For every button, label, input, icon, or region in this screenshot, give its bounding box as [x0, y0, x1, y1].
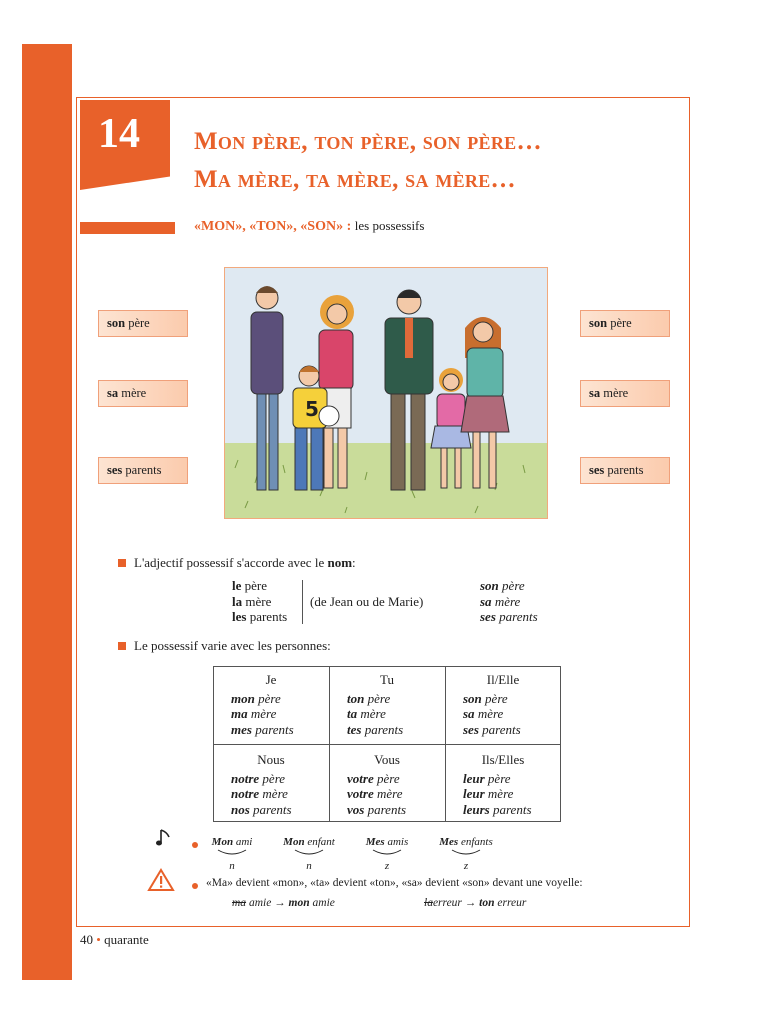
possessive-row: sa mère — [480, 593, 521, 609]
table-cell-vous: Vous votre père votre mère vos parents — [329, 752, 445, 817]
page-footer — [80, 932, 149, 948]
label-text: parents — [604, 463, 644, 477]
liaison-mon-ami: Mon ami n — [204, 836, 260, 872]
label-right-ses-parents — [580, 457, 670, 484]
articles-column — [232, 578, 287, 625]
label-bold: son — [107, 316, 126, 330]
liaison-arc-icon — [212, 849, 252, 857]
cell-head: Vous — [374, 752, 400, 767]
family-illustration — [224, 267, 548, 519]
family-picture — [225, 268, 548, 519]
cell-head: Nous — [257, 752, 285, 767]
label-left-son-pere — [98, 310, 188, 337]
title-line-2: Ma mère, ta mère, sa mère… — [194, 166, 516, 193]
bullet-square — [118, 559, 126, 567]
subtitle-emphasis: «MON», «TON», «SON» : — [194, 219, 352, 234]
table-divider — [213, 744, 561, 745]
arrow-right-icon: → — [464, 897, 477, 909]
subtitle — [194, 218, 424, 235]
music-note-icon — [156, 828, 172, 853]
title-line-1: Mon père, ton père, son père… — [194, 128, 542, 155]
owner-note: (de Jean ou de Marie) — [310, 594, 424, 609]
bullet-square — [118, 642, 126, 650]
possessive-row: son père — [480, 578, 525, 593]
cell-head: Je — [265, 672, 277, 687]
subtitle-rest: les possessifs — [354, 218, 425, 233]
rule-agreement — [134, 555, 356, 571]
rule-persons: Le possessif varie avec les personnes: — [134, 638, 331, 653]
cell-head: Ils/Elles — [481, 752, 525, 767]
warning-icon — [147, 868, 175, 897]
liaison-mes-enfants: Mes enfants z — [432, 836, 500, 872]
liaison-mon-enfant: Mon enfant n — [276, 836, 342, 872]
label-text: mère — [600, 386, 629, 400]
label-text: père — [125, 316, 150, 330]
page-number: 40 — [80, 932, 93, 947]
label-bold: sa — [107, 386, 119, 400]
liaison-arc-icon — [446, 849, 486, 857]
liaison-mark: z — [463, 860, 469, 872]
liaison-mark: n — [229, 860, 235, 872]
struck-word: ma — [232, 897, 247, 909]
label-text: mère — [118, 386, 147, 400]
lesson-number: 14 — [98, 111, 140, 157]
footer-bullet: • — [96, 932, 101, 947]
table-cell-tu: Tu ton père ta mère tes parents — [329, 672, 445, 737]
liaison-mes-amis: Mes amis z — [358, 836, 416, 872]
struck-word: la — [424, 897, 433, 909]
label-left-ses-parents — [98, 457, 188, 484]
table-cell-il-elle: Il/Elle son père sa mère ses parents — [445, 672, 561, 737]
warning-text: «Ma» devient «mon», «ta» devient «ton», «sa» devient «son» devant une voyelle: — [206, 877, 583, 889]
label-left-sa-mere — [98, 380, 188, 407]
rule-agreement-colon: : — [352, 555, 356, 570]
table-cell-ils-elles: Ils/Elles leur père leur mère leurs parents — [445, 752, 561, 817]
articles-divider — [302, 580, 303, 624]
article-row: la mère — [232, 593, 272, 609]
rule-agreement-text: L'adjectif possessif s'accorde avec le — [134, 555, 328, 570]
label-bold: ses — [589, 463, 605, 477]
liaison-mark: n — [306, 860, 312, 872]
warning-example-1: ma amie → mon amie — [232, 897, 335, 909]
rule-agreement-bold: nom — [327, 555, 353, 570]
liaison-arc-icon — [289, 849, 329, 857]
possessive-row: ses parents — [480, 609, 538, 624]
page-number-word: quarante — [104, 932, 149, 947]
cell-head: Il/Elle — [486, 672, 520, 687]
article-row: le père — [232, 578, 268, 593]
liaison-mark: z — [384, 860, 390, 872]
bullet-dot — [192, 842, 198, 848]
article-row: les parents — [232, 609, 288, 624]
bullet-dot — [192, 883, 198, 889]
label-right-son-pere — [580, 310, 670, 337]
warning-example-2: laerreur → ton erreur — [424, 897, 527, 909]
table-cell-nous: Nous notre père notre mère nos parents — [213, 752, 329, 817]
label-right-sa-mere — [580, 380, 670, 407]
svg-text:5: 5 — [305, 397, 319, 421]
label-bold: ses — [107, 463, 123, 477]
label-bold: sa — [589, 386, 601, 400]
liaison-arc-icon — [367, 849, 407, 857]
arrow-right-icon: → — [274, 897, 286, 909]
side-bar — [22, 44, 72, 980]
label-text: parents — [122, 463, 162, 477]
table-cell-je: Je mon père ma mère mes parents — [213, 672, 329, 737]
label-text: père — [607, 316, 632, 330]
possessive-column — [480, 578, 538, 625]
subtitle-rule — [80, 222, 175, 234]
label-bold: son — [589, 316, 608, 330]
cell-head: Tu — [380, 672, 394, 687]
